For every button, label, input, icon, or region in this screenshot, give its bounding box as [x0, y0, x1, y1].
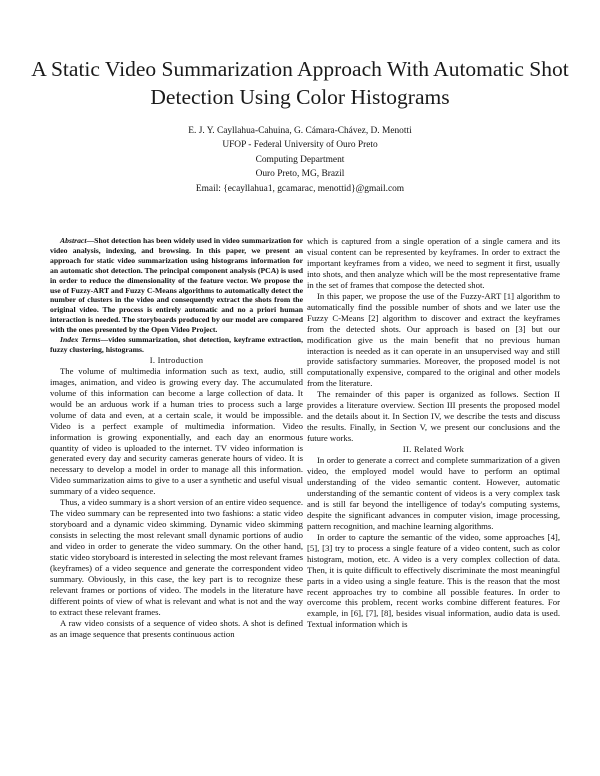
paragraph: The remainder of this paper is organized as follows. Section II provides a literature overview. Section III presents the proposed model and the details about it. In Section IV, we describe the tests and discuss the results. Finally, in Section V, we present our conclusions and the future works.	[307, 389, 560, 444]
author-location: Ouro Preto, MG, Brazil	[255, 169, 345, 180]
abstract	[50, 236, 303, 335]
abstract-lead: Abstract	[60, 236, 87, 245]
index-terms-text: —video summarization, shot detection, keyframe extraction, fuzzy clustering, histograms.	[50, 335, 303, 354]
author-email: Email: {ecayllahua1, gcamarac, menottid}@gmail.com	[195, 183, 405, 194]
abstract-text: —Shot detection has been widely used in video summarization for video analysis, indexing, and browsing. In this paper, we present an approach for static video summarization using histograms information for an automatic shot detection. The principal component analysis (PCA) is used in order to reduce the dimensionality of the feature vector. We propose the use of Fuzzy-ART and Fuzzy C-Means algorithms to automatically detect the number of clusters in the video and consequently extract the shots from the original video. The process is entirely automatic and no a priori human interaction is needed. The storyboards produced by our model are compared with the ones presented by the Open Video Project.	[50, 236, 303, 335]
author-affiliation: UFOP - Federal University of Ouro Preto	[222, 140, 378, 151]
section-heading-related-work: II. Related Work	[402, 444, 465, 455]
author-block	[100, 124, 500, 196]
author-names: E. J. Y. Cayllahua-Cahuina, G. Cámara-Chávez, D. Menotti	[188, 126, 412, 136]
paragraph: The volume of multimedia information such as text, audio, still images, animation, and video is growing every day. The accumulated volume of this information can become a large collection of data. It would be an arduous work if a human tries to process such a large volume of data and even, at a certain scale, it would be impossible. Video is a perfect example of multimedia information. Video information is growing exponentially, and each day an enormous quantity of video is uploaded to the internet. TV video information is generated every day and security cameras generate hours of video. It is necessary to develop a model in order to manage all this information. Video summarization aims to give to a user a synthetic and useful visual summary of a video sequence.	[50, 365, 303, 497]
paragraph: which is captured from a single operation of a single camera and its visual content can be represented by keyframes. In order to extract the important keyframes from a video, we need to segment it first, usually into shots, and then analyze which will be the most representative frame in the set of frames that compose the detected shot.	[307, 236, 560, 290]
paragraph: Thus, a video summary is a short version of an entire video sequence. The video summary can be represented into two fashions: a static video storyboard and a dynamic video skimming. Dynamic video skimming consists in selecting the most relevant small dynamic portions of audio and video in order to generate the video summary. On the other hand, static video storyboard is interested in selecting the most relevant frames (keyframes) of a video sequence and generate the correspondent video summary. Obviously, in this case, the key part is to recognize these relevant frames or portions of video. The models in the literature have different points of view of what is relevant and what is not and the way to extract these relevant frames.	[50, 497, 303, 617]
paragraph: In this paper, we propose the use of the Fuzzy-ART [1] algorithm to automatically find the possible number of shots and we later use the Fuzzy C-Means [2] algorithm to discover and extract the keyframes from the detected shots. Our approach is based on [3] but our modification give us the main benefit that no previous human interaction is needed as it can operate in an unsupervised way and still provide satisfactory summaries. Moreover, the proposed model is not computationally expensive, compared to the original and other models from the literature.	[307, 290, 560, 389]
paragraph: A raw video consists of a sequence of video shots. A shot is defined as an image sequence that presents continuous action	[50, 617, 303, 639]
paper-title: A Static Video Summarization Approach With Automatic Shot Detection Using Color Histograms	[31, 57, 569, 109]
paragraph: In order to capture the semantic of the video, some approaches [4], [5], [3] try to process a single feature of a video content, such as color histogram, motion, etc. A video is a very complex collection of data. Then, it is quite difficult to effectively discriminate the most meaningful parts in a video using a single feature. This is the reason that the most recent approaches try to combine all possible features. In order to overcome this problem, recent works combine different features. For example, in [6], [7], [8], besides visual information, audio data is used. Textual information which is	[307, 531, 560, 630]
index-terms	[50, 335, 303, 355]
right-column	[307, 236, 560, 630]
left-column	[50, 236, 303, 640]
section-heading-introduction: I. Introduction	[149, 354, 204, 365]
paragraph: In order to generate a correct and complete summarization of a given video, the employed model would have to perform an optimal understanding of the video semantic content. However, automatic understanding of the semantic content of videos is a very complex task and is still far beyond the intelligence of today's computing systems, despite the significant advances in computer vision, image processing, pattern recognition, and machine learning algorithms.	[307, 455, 560, 531]
index-terms-lead: Index Terms	[60, 335, 101, 345]
author-department: Computing Department	[255, 154, 345, 165]
